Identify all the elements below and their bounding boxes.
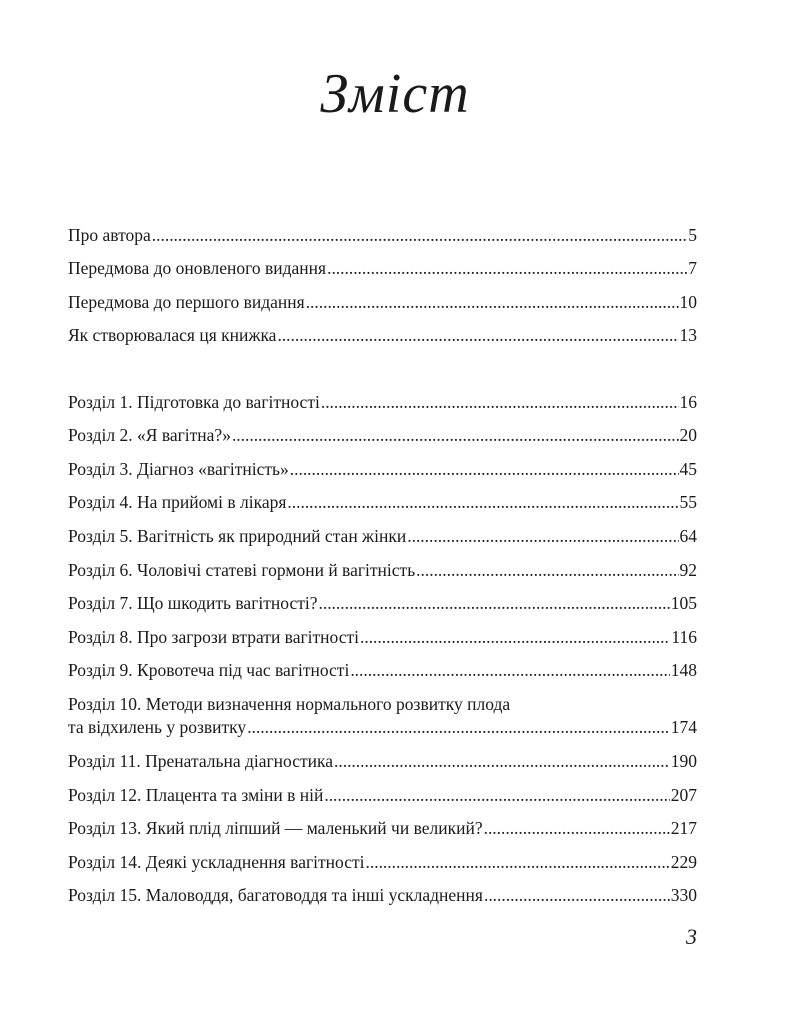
dot-leader <box>287 492 678 517</box>
chapter-list <box>68 383 697 910</box>
toc-entry-page: 92 <box>679 559 697 580</box>
toc-entry-page: 229 <box>670 851 697 872</box>
toc-entry-label: Розділ 11. Пренатальна діагностика <box>68 750 334 771</box>
dot-leader <box>334 751 670 776</box>
toc-entry-page: 217 <box>670 818 697 839</box>
dot-leader <box>247 717 670 742</box>
page-title: Зміст <box>320 63 470 125</box>
toc-entry-page: 5 <box>688 224 697 245</box>
toc-entry-page: 20 <box>679 425 697 446</box>
dot-leader <box>277 325 678 350</box>
dot-leader <box>407 526 678 551</box>
toc-entry[interactable] <box>68 551 697 585</box>
toc-entry-page: 45 <box>679 458 697 479</box>
toc-entry[interactable] <box>68 517 697 551</box>
toc-entry-label: Розділ 8. Про загрози втрати вагітності <box>68 626 359 647</box>
dot-leader <box>319 593 670 618</box>
toc-entry[interactable] <box>68 283 697 317</box>
toc-entry[interactable] <box>68 417 697 451</box>
toc-entry-label: Передмова до першого видання <box>68 291 305 312</box>
toc-entry-label: Розділ 2. «Я вагітна?» <box>68 425 231 446</box>
toc-entry[interactable] <box>68 618 697 652</box>
toc-entry[interactable] <box>68 877 697 911</box>
toc-entry-label-continued: та відхилень у розвитку <box>68 717 247 738</box>
toc-entry-label: Передмова до оновленого видання <box>68 258 327 279</box>
toc-entry-label: Про автора <box>68 224 151 245</box>
toc-entry[interactable] <box>68 484 697 518</box>
dot-leader <box>290 459 679 484</box>
dot-leader <box>152 225 687 250</box>
toc-entry-label: Розділ 4. На прийомі в лікаря <box>68 492 287 513</box>
toc-entry[interactable] <box>68 810 697 844</box>
toc-entry-page: 13 <box>679 325 697 346</box>
toc-entry-label: Розділ 7. Що шкодить вагітності? <box>68 593 318 614</box>
toc-entry[interactable] <box>68 216 697 250</box>
toc-entry-label: Розділ 6. Чоловічі статеві гормони й вагітність <box>68 559 416 580</box>
toc-entry-page: 16 <box>679 391 697 412</box>
dot-leader <box>350 660 669 685</box>
toc-entry-page: 207 <box>670 784 697 805</box>
dot-leader <box>306 292 679 317</box>
toc-entry[interactable] <box>68 776 697 810</box>
toc-entry-label: Розділ 13. Який плід ліпший — маленький чи великий? <box>68 818 483 839</box>
dot-leader <box>366 852 670 877</box>
toc-entry-page: 190 <box>670 750 697 771</box>
dot-leader <box>360 627 670 652</box>
toc-entry[interactable] <box>68 317 697 351</box>
toc-entry[interactable] <box>68 585 697 619</box>
toc-entry-page: 7 <box>688 258 697 279</box>
toc-entry-page: 148 <box>670 660 697 681</box>
dot-leader <box>484 885 670 910</box>
toc-entry[interactable] <box>68 450 697 484</box>
toc-entry[interactable] <box>68 843 697 877</box>
dot-leader <box>321 392 679 417</box>
toc-entry-label: Розділ 3. Діагноз «вагітність» <box>68 458 289 479</box>
toc-entry[interactable] <box>68 685 697 742</box>
toc-entry[interactable] <box>68 383 697 417</box>
toc-entry-label: Розділ 5. Вагітність як природний стан жінки <box>68 525 407 546</box>
toc-entry-label: Розділ 10. Методи визначення нормального розвитку плода <box>68 694 511 715</box>
toc-entry-page: 64 <box>679 525 697 546</box>
toc-entry-page: 116 <box>671 626 697 647</box>
toc-entry[interactable] <box>68 652 697 686</box>
toc-entry-label: Розділ 9. Кровотеча під час вагітності <box>68 660 350 681</box>
toc-entry-line <box>68 717 697 742</box>
toc-entry-page: 330 <box>670 885 697 906</box>
page-number: 3 <box>686 924 697 949</box>
toc-entry-label: Розділ 14. Деякі ускладнення вагітності <box>68 851 365 872</box>
toc-entry-page: 105 <box>670 593 697 614</box>
toc-entry[interactable] <box>68 250 697 284</box>
toc-entry-page: 10 <box>679 291 697 312</box>
dot-leader <box>327 258 687 283</box>
toc-entry-page: 174 <box>670 717 697 738</box>
toc-entry[interactable] <box>68 742 697 776</box>
dot-leader <box>416 560 678 585</box>
dot-leader <box>484 818 670 843</box>
toc-entry-label: Розділ 15. Маловоддя, багатоводдя та інші ускладнення <box>68 885 483 906</box>
toc-entry-label: Як створювалася ця книжка <box>68 325 277 346</box>
toc-entry-page: 55 <box>679 492 697 513</box>
dot-leader <box>232 425 679 450</box>
dot-leader <box>324 785 669 810</box>
front-matter-list <box>68 216 697 350</box>
toc-entry-label: Розділ 1. Підготовка до вагітності <box>68 391 320 412</box>
toc-entry-label: Розділ 12. Плацента та зміни в ній <box>68 784 324 805</box>
